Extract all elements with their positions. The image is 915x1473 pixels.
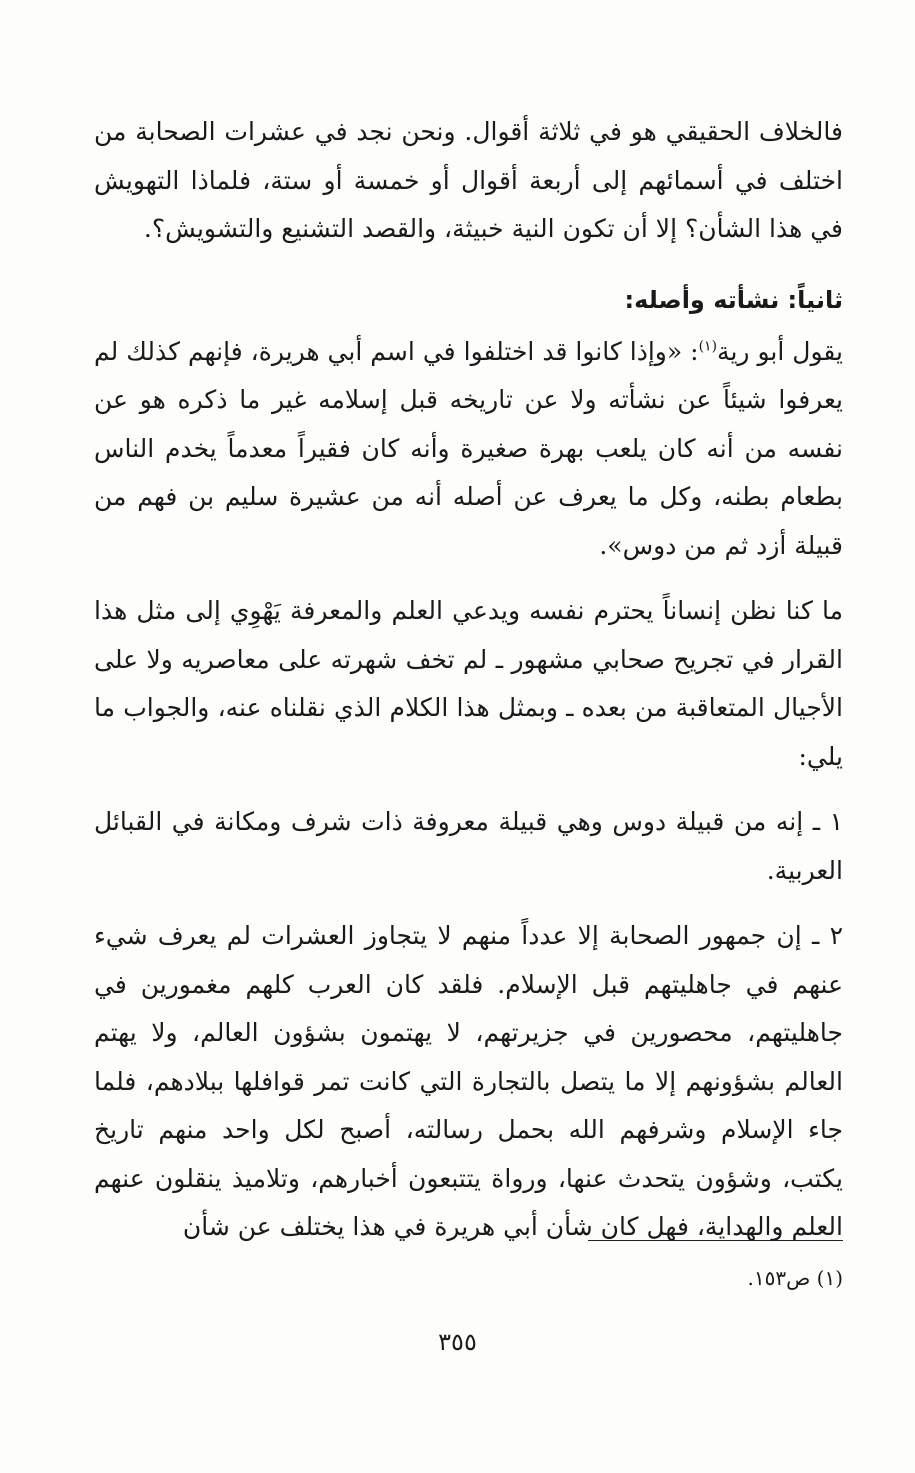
paragraph-quote <box>94 328 843 571</box>
paragraph-response: ما كنا نظن إنساناً يحترم نفسه ويدعي العلم والمعرفة يَهْوِي إلى مثل هذا القرار في تجريح صحابي مشهور ـ لم تخف شهرته على معاصريه ولا على الأجيال المتعاقبة من بعده ـ وبمثل هذا الكلام الذي نقلناه عنه، والجواب ما يلي: <box>94 596 843 771</box>
paragraph-gap <box>94 570 843 587</box>
paragraph-gap <box>94 895 843 912</box>
section-heading: ثانياً: نشأته وأصله: <box>624 285 843 314</box>
footnote-divider <box>588 1240 843 1241</box>
footnote-reference[interactable]: (١) <box>698 338 718 355</box>
point-two: ٢ ـ إن جمهور الصحابة إلا عدداً منهم لا يتجاوز العشرات لم يعرف شيء عنهم في جاهليتهم قبل الإسلام. فلقد كان العرب كلهم مغمورين في جاهليتهم، محصورين في جزيرتهم، لا يهتمون بشؤون العالم، ولا يهتم العالم بشؤونهم إلا ما يتصل بالتجارة التي كانت تمر قوافلها ببلادهم، فلما جاء الإسلام وشرفهم الله بحمل رسالته، أصبح لكل واحد منهم تاريخ يكتب، وشؤون يتحدث عنها، ورواة يتتبعون أخبارهم، وتلاميذ ينقلون عنهم العلم والهداية، فهل كان شأن أبي هريرة في هذا يختلف عن شأن <box>94 921 843 1241</box>
main-text <box>94 108 843 1252</box>
paragraph-disagreement: فالخلاف الحقيقي هو في ثلاثة أقوال. ونحن نجد في عشرات الصحابة من اختلف في أسمائهم إلى أربعة أقوال أو خمسة أو ستة، فلماذا التهويش في هذا الشأن؟ إلا أن تكون النية خبيثة، والقصد التشنيع والتشويش؟. <box>94 117 843 243</box>
point-one: ١ ـ إنه من قبيلة دوس وهي قبيلة معروفة ذات شرف ومكانة في القبائل العربية. <box>94 807 843 885</box>
page-number: ٣٥٥ <box>438 1328 477 1356</box>
footnote: (١) ص١٥٣. <box>747 1266 843 1290</box>
quote-body: : «وإذا كانوا قد اختلفوا في اسم أبي هريرة، فإنهم كذلك لم يعرفوا شيئاً عن نشأته ولا عن تاريخه قبل إسلامه غير ما ذكره هو عن نفسه من أنه كان يلعب بهرة صغيرة وأنه كان فقيراً معدماً يخدم الناس بطعام بطنه، وكل ما يعرف عن أصله أنه من عشيرة سليم بن فهم من قبيلة أزد ثم من دوس». <box>94 336 843 560</box>
paragraph-gap <box>94 781 843 798</box>
quote-intro: يقول أبو رية <box>717 336 843 366</box>
